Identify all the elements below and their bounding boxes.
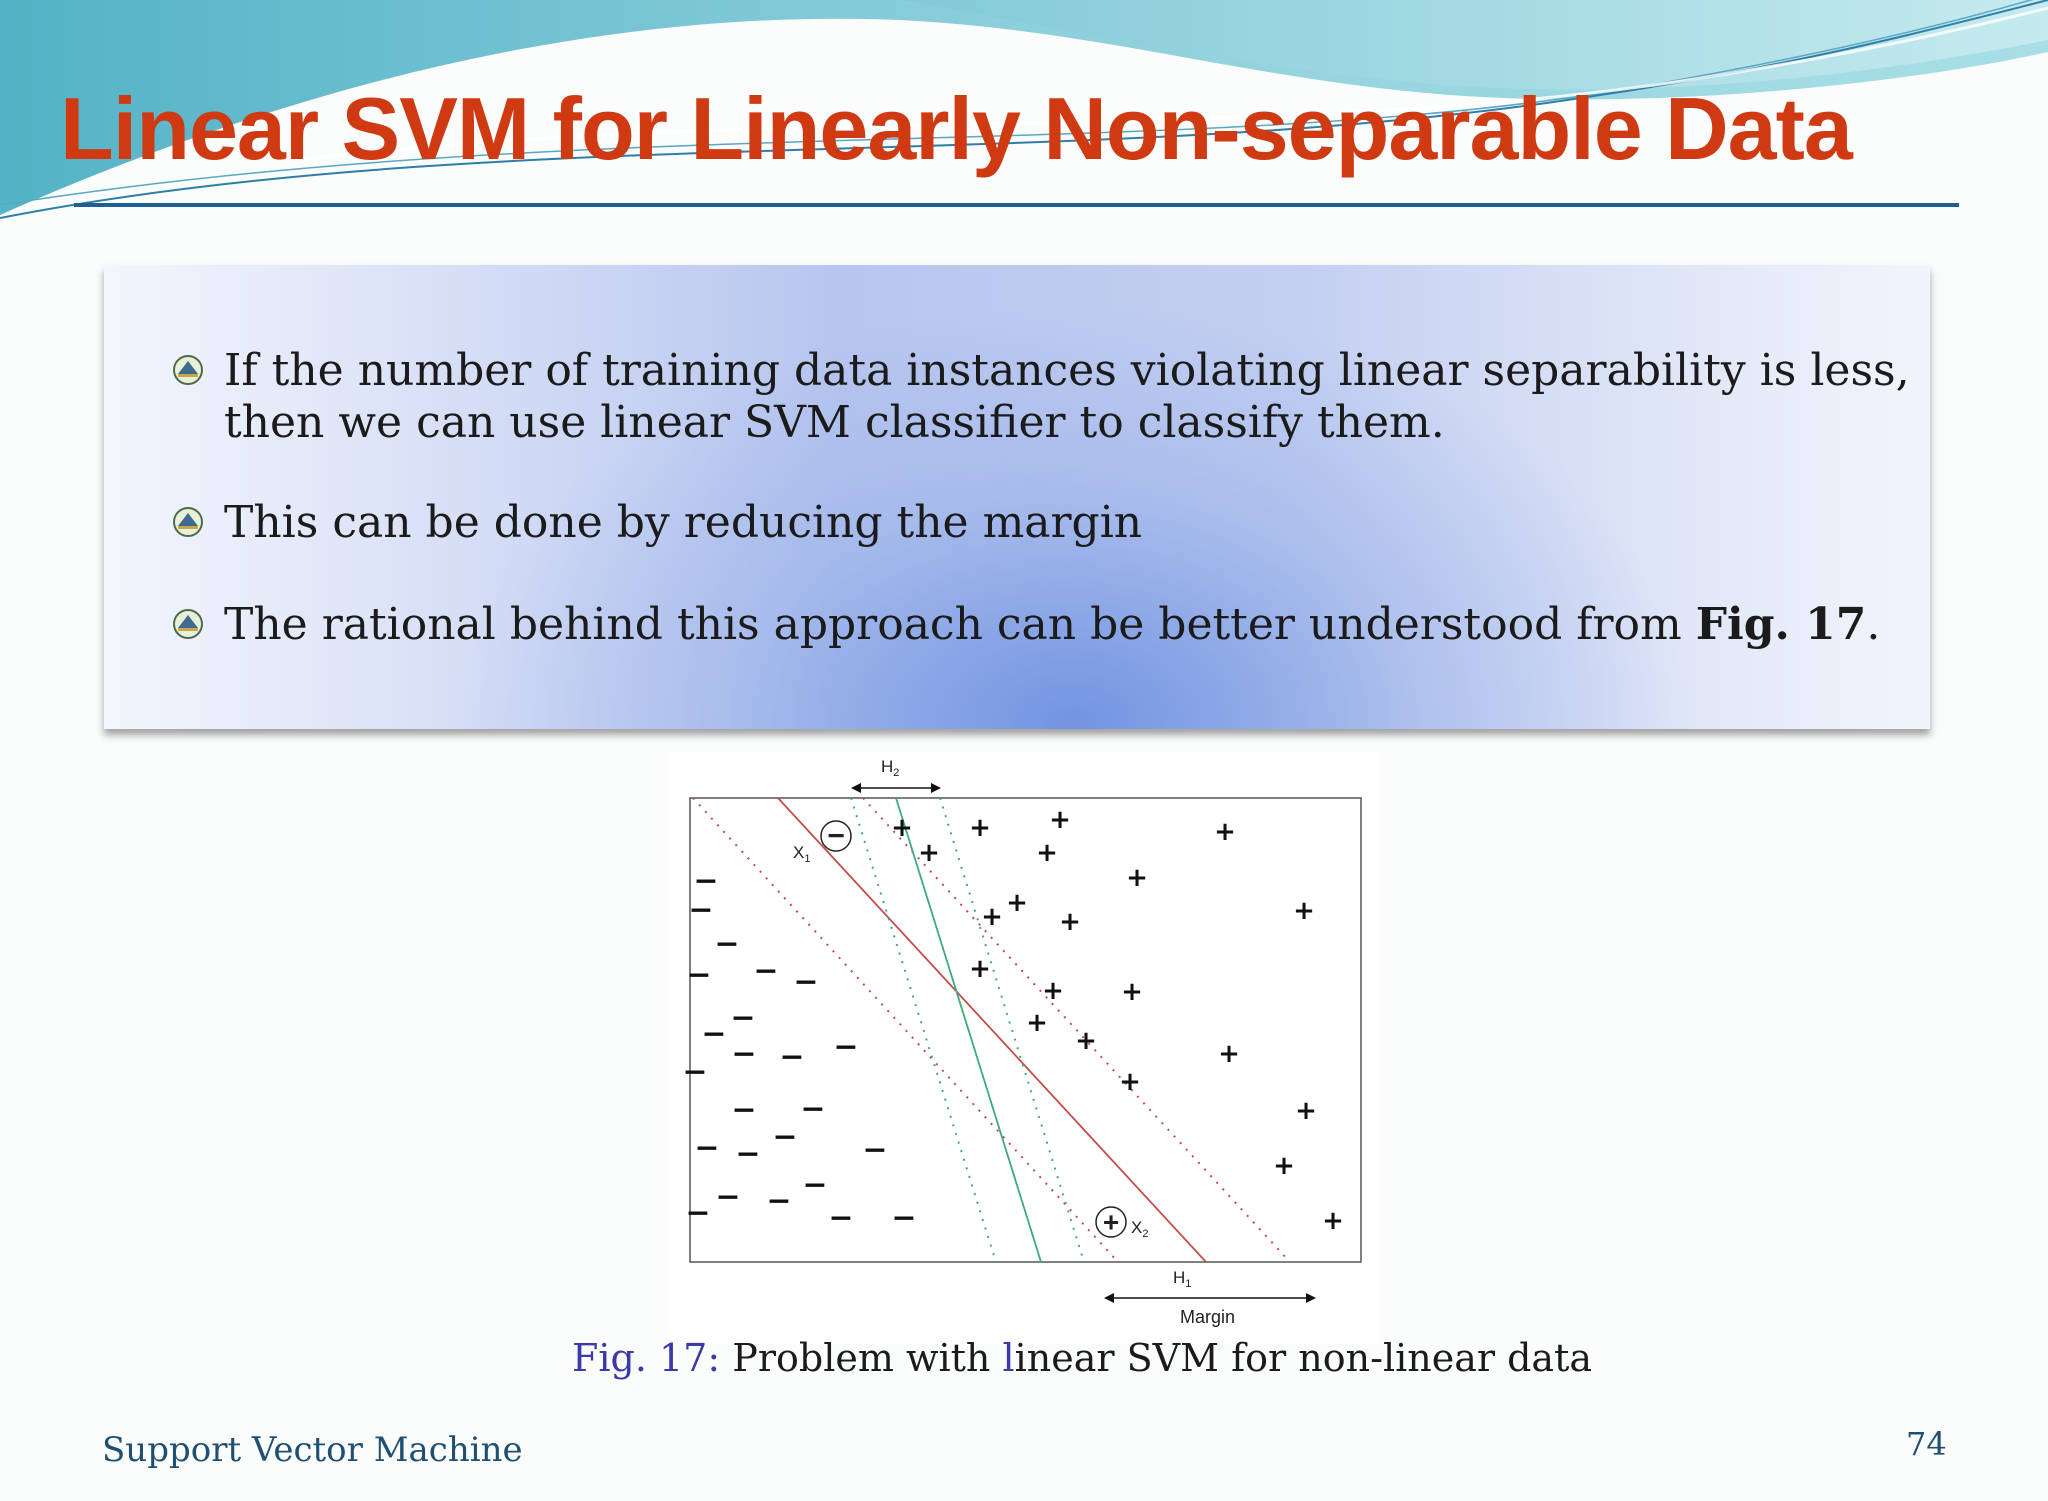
negative-point: − (730, 1000, 756, 1036)
bullet-1-text: If the number of training data instances violating linear separability is less, then we can use linear SVM classifier to classify them. (224, 345, 1910, 448)
bullet-3-text (172, 599, 1912, 651)
positive-point: + (1026, 1008, 1048, 1038)
h1-label: $H_1$ (1173, 1268, 1192, 1290)
positive-point: + (1322, 1206, 1344, 1236)
slide-title: Linear SVM for Linearly Non-separable Data (60, 79, 1852, 178)
positive-point: + (1075, 1026, 1097, 1056)
narrow-margin-boundary-right (940, 798, 1084, 1262)
negative-point: − (891, 1200, 917, 1236)
negative-point: − (693, 863, 719, 899)
figure-caption (572, 1336, 1592, 1380)
positive-point: + (1295, 1096, 1317, 1126)
negative-point: − (800, 1091, 826, 1127)
negative-point: − (833, 1029, 859, 1065)
x1-label: $X_1$ (793, 843, 811, 865)
negative-point: − (682, 1054, 708, 1090)
negative-point: − (828, 1200, 854, 1236)
positive-class-points (891, 805, 1344, 1236)
positive-point: + (981, 902, 1003, 932)
caption-highlight: l (1002, 1336, 1015, 1380)
negative-point: − (753, 953, 779, 989)
negative-point: − (701, 1016, 727, 1052)
positive-point: + (1273, 1151, 1295, 1181)
negative-point: − (686, 957, 712, 993)
negative-point: − (735, 1136, 761, 1172)
negative-point: − (779, 1039, 805, 1075)
negative-point: − (862, 1132, 888, 1168)
bullet-2 (172, 497, 1912, 549)
positive-point: + (1121, 977, 1143, 1007)
margin-width-arrow (1104, 1293, 1316, 1303)
positive-point: + (969, 954, 991, 984)
negative-point: − (685, 1195, 711, 1231)
negative-point: − (772, 1119, 798, 1155)
positive-point: + (1049, 805, 1071, 835)
positive-point: + (918, 838, 940, 868)
bullet-3-text-end: . (1866, 599, 1881, 650)
caption-text-1: Problem with (720, 1336, 1003, 1380)
h2-width-arrow (851, 783, 941, 793)
positive-point: + (1218, 1039, 1240, 1069)
caption-text-2: inear SVM for non-linear data (1014, 1336, 1593, 1380)
negative-point: − (715, 1179, 741, 1215)
figure-reference: Fig. 17 (1695, 599, 1867, 650)
x2-positive-mark: + (1102, 1206, 1120, 1238)
bullet-globe-icon (172, 608, 204, 640)
negative-point: − (793, 964, 819, 1000)
positive-point: + (1214, 817, 1236, 847)
bullet-globe-icon (172, 506, 204, 538)
content-panel (104, 265, 1930, 729)
negative-point: − (766, 1183, 792, 1219)
negative-point: − (731, 1036, 757, 1072)
positive-point: + (1126, 863, 1148, 893)
svm-margin-diagram (668, 752, 1380, 1344)
caption-figure-label: Fig. 17: (572, 1336, 721, 1380)
bullet-2-text: This can be done by reducing the margin (224, 497, 1143, 548)
negative-point: − (802, 1167, 828, 1203)
h2-label: $H_2$ (881, 757, 900, 779)
margin-label: Margin (1180, 1307, 1236, 1327)
positive-point: + (1059, 907, 1081, 937)
positive-point: + (1293, 896, 1315, 926)
positive-point: + (1036, 838, 1058, 868)
positive-point: + (891, 813, 913, 843)
positive-point: + (1006, 888, 1028, 918)
negative-point: − (731, 1092, 757, 1128)
bullet-3-text-main: The rational behind this approach can be better understood from (224, 599, 1696, 650)
positive-point: + (969, 813, 991, 843)
x2-label: $X_2$ (1131, 1218, 1149, 1240)
negative-point: − (714, 926, 740, 962)
title-underline (74, 203, 1959, 207)
negative-point: − (694, 1130, 720, 1166)
bullet-globe-icon (172, 354, 204, 386)
bullet-3 (172, 599, 1912, 651)
negative-class-points (682, 864, 916, 1236)
negative-point: − (688, 892, 714, 928)
figure-17-container (668, 752, 1380, 1344)
footer-title: Support Vector Machine (102, 1430, 523, 1470)
bullet-1 (172, 345, 1912, 449)
positive-point: + (1119, 1067, 1141, 1097)
positive-point: + (1042, 976, 1064, 1006)
page-number: 74 (1906, 1425, 1947, 1463)
x1-negative-mark: − (827, 819, 845, 853)
